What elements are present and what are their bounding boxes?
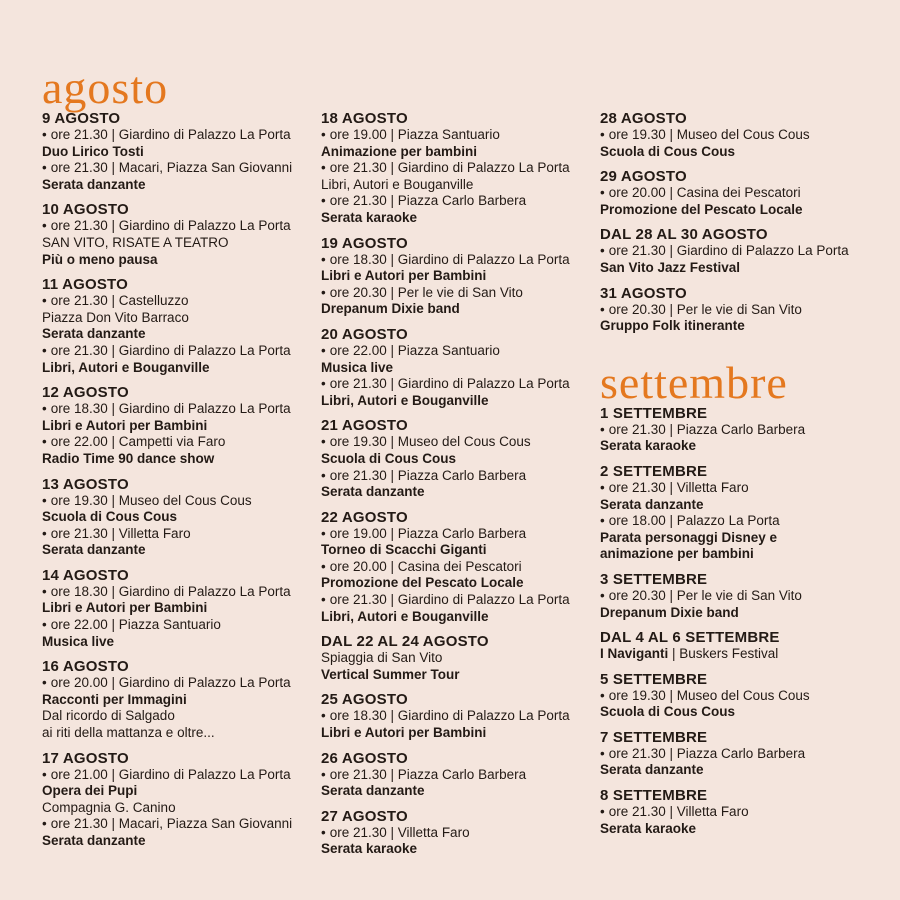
event-time-place: • ore 18.30 | Giardino di Palazzo La Porta	[42, 401, 312, 418]
day-title: 16 AGOSTO	[42, 658, 129, 676]
day-title: 12 AGOSTO	[42, 384, 129, 402]
event-name: Serata danzante	[600, 762, 704, 778]
day-title: 26 AGOSTO	[321, 749, 408, 767]
event-time-place: • ore 20.30 | Per le vie di San Vito	[600, 588, 870, 605]
day-block	[600, 110, 870, 160]
day-title: 25 AGOSTO	[321, 691, 408, 709]
day-block	[600, 571, 870, 621]
event-time-place: • ore 21.30 | Giardino di Palazzo La Porta	[321, 376, 591, 393]
day-block	[42, 276, 312, 376]
day-title: 3 SETTEMBRE	[600, 570, 708, 588]
event-name: Serata karaoke	[600, 820, 697, 836]
event-time-place: • ore 21.30 | Giardino di Palazzo La Porta	[600, 243, 870, 260]
event-name: Promozione del Pescato Locale	[321, 575, 524, 591]
event-name: I Naviganti	[600, 646, 669, 662]
day-title: 17 AGOSTO	[42, 749, 129, 767]
event-name: Libri e Autori per Bambini	[42, 417, 208, 433]
day-block	[600, 226, 870, 276]
event-detail: Spiaggia di San Vito	[321, 650, 443, 666]
event-name: Più o meno pausa	[42, 251, 158, 267]
event-time-place: • ore 21.00 | Giardino di Palazzo La Porta	[42, 767, 312, 784]
event-time-place: • ore 21.30 | Villetta Faro	[600, 480, 870, 497]
event-name: Serata danzante	[321, 484, 425, 500]
month-heading: settembre	[600, 356, 788, 408]
event-time-place: • ore 20.00 | Casina dei Pescatori	[321, 559, 591, 576]
event-time-place: • ore 21.30 | Villetta Faro	[321, 825, 591, 842]
event-name: Drepanum Dixie band	[600, 604, 739, 620]
day-title: 21 AGOSTO	[321, 417, 408, 435]
day-title: 1 SETTEMBRE	[600, 404, 708, 422]
event-name: Promozione del Pescato Locale	[600, 201, 803, 217]
event-name: Serata danzante	[42, 542, 146, 558]
event-time-place: • ore 19.00 | Piazza Carlo Barbera	[321, 526, 591, 543]
day-block	[321, 750, 591, 800]
day-block	[321, 509, 591, 626]
event-name: animazione per bambini	[600, 546, 754, 562]
event-time-place: • ore 21.30 | Piazza Carlo Barbera	[321, 468, 591, 485]
day-title: 10 AGOSTO	[42, 201, 129, 219]
event-detail: | Buskers Festival	[668, 646, 779, 662]
day-block	[600, 285, 870, 335]
event-name: Serata karaoke	[321, 841, 418, 857]
day-title: 20 AGOSTO	[321, 325, 408, 343]
event-name: Duo Lirico Tosti	[42, 143, 144, 159]
event-name: Drepanum Dixie band	[321, 301, 460, 317]
event-time-place: • ore 19.30 | Museo del Cous Cous	[321, 434, 591, 451]
event-time-place: • ore 18.00 | Palazzo La Porta	[600, 513, 870, 530]
event-time-place: • ore 21.30 | Giardino di Palazzo La Porta	[321, 592, 591, 609]
day-block	[42, 110, 312, 193]
day-title: 18 AGOSTO	[321, 110, 408, 127]
event-name: Vertical Summer Tour	[321, 666, 460, 682]
event-name: Libri, Autori e Bouganville	[42, 359, 210, 375]
day-block	[42, 384, 312, 467]
day-block	[321, 235, 591, 318]
day-block	[321, 691, 591, 741]
event-name: Gruppo Folk itinerante	[600, 318, 745, 334]
day-title: 9 AGOSTO	[42, 110, 121, 127]
event-time-place: • ore 22.00 | Piazza Santuario	[321, 343, 591, 360]
month-heading: agosto	[42, 62, 169, 113]
event-name: Opera dei Pupi	[42, 783, 138, 799]
event-time-place: • ore 21.30 | Macari, Piazza San Giovanni	[42, 160, 312, 177]
event-name: San Vito Jazz Festival	[600, 259, 741, 275]
event-time-place: • ore 21.30 | Piazza Carlo Barbera	[321, 193, 591, 210]
event-time-place: • ore 21.30 | Piazza Carlo Barbera	[600, 422, 870, 439]
event-detail: Compagnia G. Canino	[42, 799, 176, 815]
day-block	[600, 405, 870, 455]
day-block	[321, 417, 591, 500]
event-time-place: • ore 19.30 | Museo del Cous Cous	[42, 493, 312, 510]
event-name: Serata karaoke	[600, 438, 697, 454]
event-name: Serata danzante	[321, 783, 425, 799]
day-title: 28 AGOSTO	[600, 110, 687, 127]
event-time-place: • ore 21.30 | Castelluzzo	[42, 293, 312, 310]
event-time-place: • ore 22.00 | Piazza Santuario	[42, 617, 312, 634]
day-title: 19 AGOSTO	[321, 234, 408, 252]
event-time-place: • ore 21.30 | Villetta Faro	[42, 526, 312, 543]
event-detail: SAN VITO, RISATE A TEATRO	[42, 234, 229, 250]
day-title: DAL 4 AL 6 SETTEMBRE	[600, 629, 780, 647]
event-name: Scuola di Cous Cous	[321, 450, 457, 466]
event-time-place: • ore 21.30 | Giardino di Palazzo La Porta	[321, 160, 591, 177]
event-name: Racconti per Immagini	[42, 691, 187, 707]
column-2	[321, 110, 591, 866]
day-title: 14 AGOSTO	[42, 566, 129, 584]
event-time-place: • ore 18.30 | Giardino di Palazzo La Porta	[321, 708, 591, 725]
event-name: Serata danzante	[42, 326, 146, 342]
event-name: Libri, Autori e Bouganville	[321, 392, 489, 408]
event-name: Serata karaoke	[321, 209, 418, 225]
day-block	[600, 729, 870, 779]
column-3	[600, 110, 870, 845]
day-block	[42, 750, 312, 850]
event-name: Libri e Autori per Bambini	[42, 600, 208, 616]
day-title: 27 AGOSTO	[321, 807, 408, 825]
event-time-place: • ore 22.00 | Campetti via Faro	[42, 434, 312, 451]
event-line	[600, 646, 870, 663]
event-time-place: • ore 21.30 | Macari, Piazza San Giovanni	[42, 816, 312, 833]
event-time-place: • ore 21.30 | Villetta Faro	[600, 804, 870, 821]
event-name: Radio Time 90 dance show	[42, 450, 215, 466]
day-title: 7 SETTEMBRE	[600, 728, 708, 746]
event-time-place: • ore 18.30 | Giardino di Palazzo La Porta	[42, 584, 312, 601]
event-time-place: • ore 20.00 | Giardino di Palazzo La Porta	[42, 675, 312, 692]
day-block	[600, 168, 870, 218]
day-block	[42, 567, 312, 650]
day-title: 5 SETTEMBRE	[600, 670, 708, 688]
day-title: 13 AGOSTO	[42, 475, 129, 493]
day-block	[600, 463, 870, 563]
day-block	[321, 633, 591, 683]
event-name: Serata danzante	[42, 833, 146, 848]
event-time-place: • ore 21.30 | Piazza Carlo Barbera	[600, 746, 870, 763]
day-block	[42, 476, 312, 559]
day-block	[600, 629, 870, 663]
event-time-place: • ore 21.30 | Giardino di Palazzo La Porta	[42, 218, 312, 235]
event-name: Parata personaggi Disney e	[600, 529, 778, 545]
day-title: 11 AGOSTO	[42, 276, 128, 294]
day-title: DAL 22 AL 24 AGOSTO	[321, 633, 489, 651]
event-time-place: • ore 19.00 | Piazza Santuario	[321, 127, 591, 144]
event-detail: Libri, Autori e Bouganville	[321, 176, 474, 192]
event-name: Libri e Autori per Bambini	[321, 725, 487, 741]
event-time-place: • ore 19.30 | Museo del Cous Cous	[600, 127, 870, 144]
day-title: 2 SETTEMBRE	[600, 462, 708, 480]
event-name: Scuola di Cous Cous	[600, 143, 736, 159]
column-1	[42, 62, 312, 858]
event-time-place: • ore 21.30 | Piazza Carlo Barbera	[321, 767, 591, 784]
day-title: 22 AGOSTO	[321, 508, 408, 526]
event-time-place: • ore 21.30 | Giardino di Palazzo La Porta	[42, 343, 312, 360]
event-name: Serata danzante	[42, 176, 146, 192]
event-name: Musica live	[321, 359, 394, 375]
event-name: Scuola di Cous Cous	[600, 704, 736, 720]
event-detail: Piazza Don Vito Barraco	[42, 309, 189, 325]
event-time-place: • ore 18.30 | Giardino di Palazzo La Porta	[321, 252, 591, 269]
event-time-place: • ore 21.30 | Giardino di Palazzo La Porta	[42, 127, 312, 144]
event-name: Libri, Autori e Bouganville	[321, 608, 489, 624]
event-name: Animazione per bambini	[321, 143, 478, 159]
event-name: Libri e Autori per Bambini	[321, 268, 487, 284]
event-name: Torneo di Scacchi Giganti	[321, 542, 487, 558]
day-title: 31 AGOSTO	[600, 284, 687, 302]
day-title: DAL 28 AL 30 AGOSTO	[600, 226, 768, 244]
day-block	[600, 671, 870, 721]
day-block	[321, 808, 591, 858]
day-title: 29 AGOSTO	[600, 168, 687, 186]
event-time-place: • ore 20.30 | Per le vie di San Vito	[600, 302, 870, 319]
event-name: Serata danzante	[600, 496, 704, 512]
event-time-place: • ore 20.30 | Per le vie di San Vito	[321, 285, 591, 302]
event-time-place: • ore 19.30 | Museo del Cous Cous	[600, 688, 870, 705]
day-block	[600, 787, 870, 837]
event-name: Musica live	[42, 633, 115, 649]
day-block	[42, 201, 312, 268]
event-name: Scuola di Cous Cous	[42, 509, 178, 525]
event-time-place: • ore 20.00 | Casina dei Pescatori	[600, 185, 870, 202]
day-block	[42, 658, 312, 741]
event-detail: ai riti della mattanza e oltre...	[42, 725, 215, 741]
event-detail: Dal ricordo di Salgado	[42, 708, 175, 724]
day-block	[321, 326, 591, 409]
day-title: 8 SETTEMBRE	[600, 787, 708, 805]
day-block	[321, 110, 591, 227]
